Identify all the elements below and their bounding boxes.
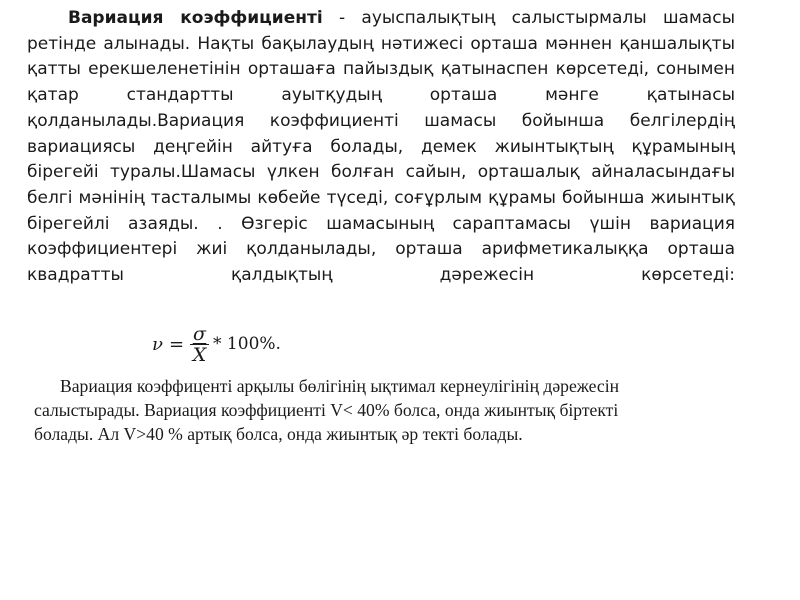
formula-lhs: ν	[152, 333, 163, 355]
formula-multiplier: * 100%.	[213, 334, 281, 354]
interpretation-paragraph: Вариация коэффиценті арқылы бөлігінің ықтимал кернеулігінің дәрежесін салыстырады. Вариация коэффициенті V< 40% болса, онда жиынтық біртекті болады. Ал V>40 % артық болса, онда жиынтық әр текті болады.	[34, 376, 620, 445]
formula-equals: =	[168, 333, 185, 355]
coefficient-formula	[152, 318, 281, 370]
definition-paragraph	[27, 6, 735, 289]
formula-denominator: X	[192, 343, 207, 366]
formula-numerator: σ	[190, 324, 209, 345]
definition-text: - ауыспалықтың салыстырмалы шамасы ретінде алынады. Нақты бақылаудың нәтижесі орташа мәннен қаншалықты қатты ерекшеленетінін орташаға пайыздық қатынаспен көрсетеді, сонымен қатар стандартты ауытқудың орташа мәнге қатынасы қолданылады.Вариация коэффициенті шамасы бойынша белгілердің вариациясы деңгейін айтуға болады, демек жиынтықтың құрамының бірегейі туралы.Шамасы үлкен болған сайын, орташалық айналасындағы белгі мәнінің тасталымы көбейе түседі, соғұрлым құрамы бойынша жиынтық бірегейлі азаяды. . Өзгеріс шамасының сараптамасы үшін вариация коэффициентері жиі қолданылады, орташа арифметикалыққа орташа квадратты қалдықтың дәрежесін көрсетеді:	[27, 8, 735, 286]
formula-fraction	[190, 324, 209, 365]
term-heading: Вариация коэффициенті	[68, 8, 323, 28]
